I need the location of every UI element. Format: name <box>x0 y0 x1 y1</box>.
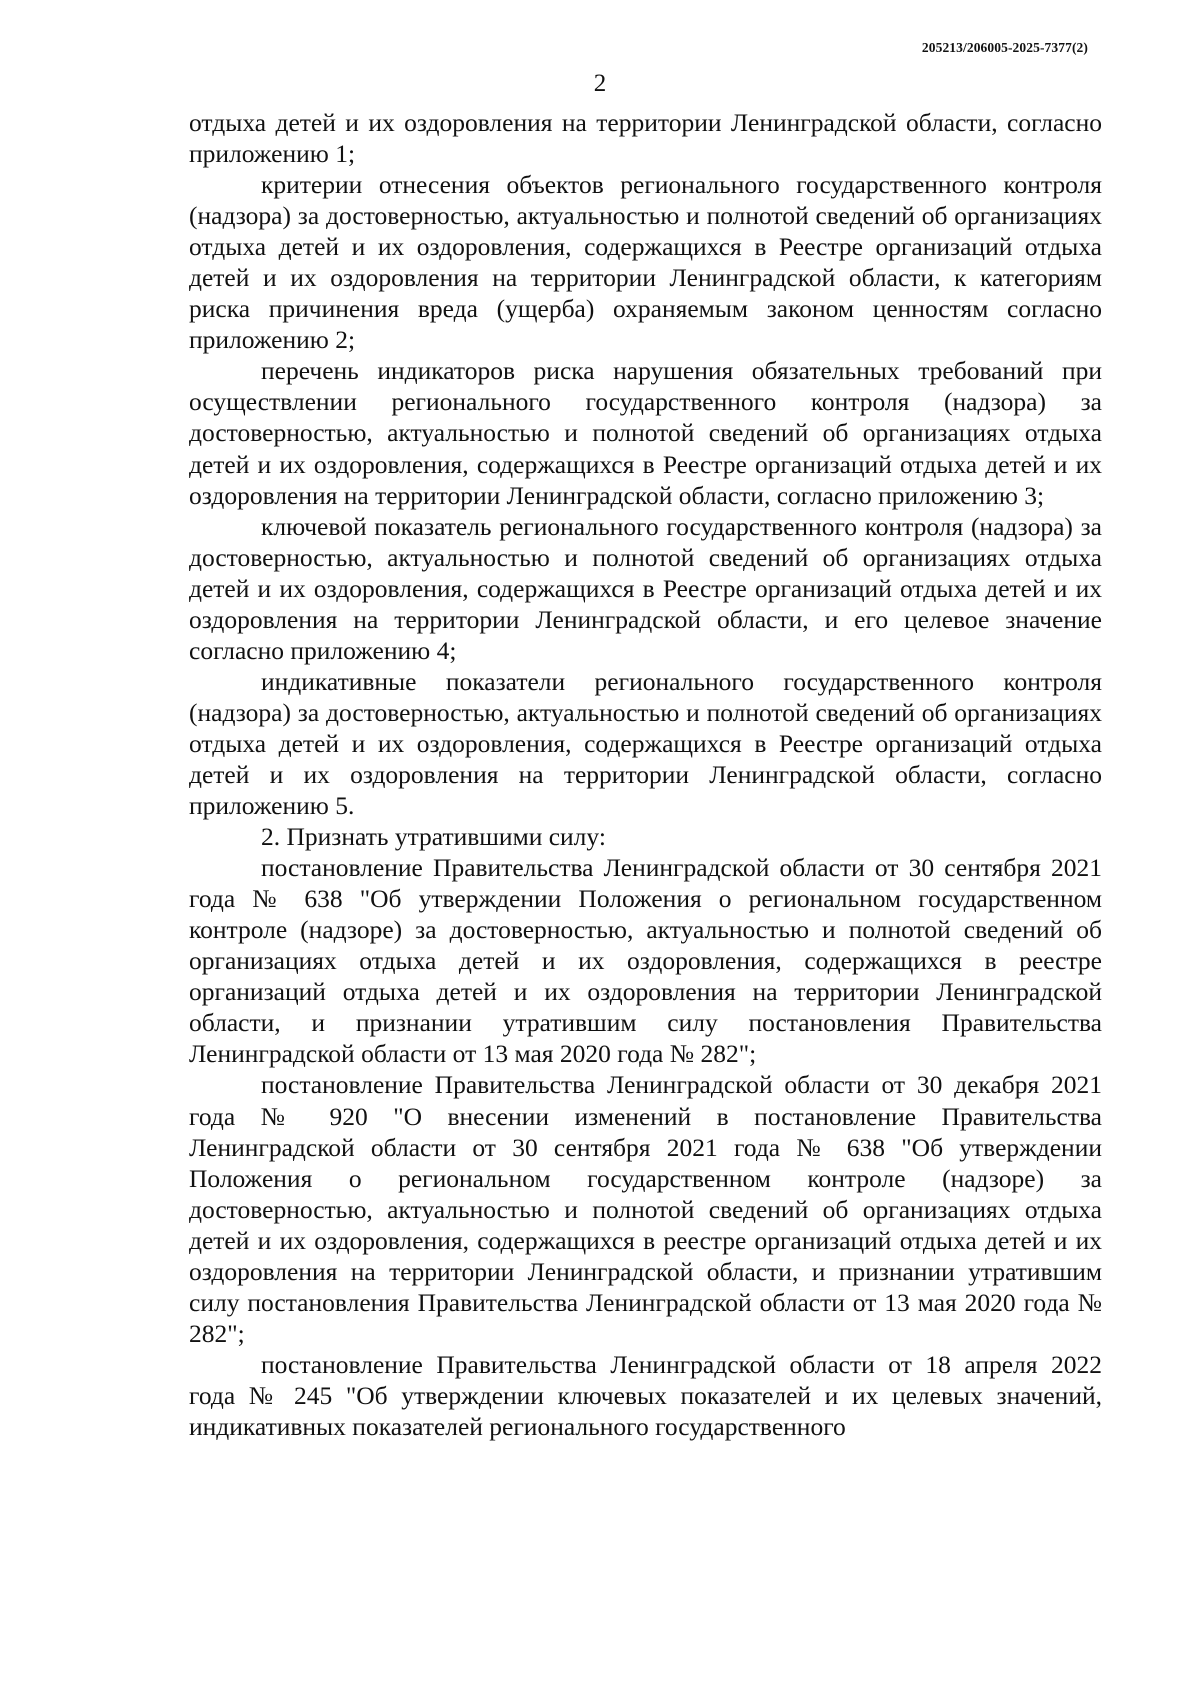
paragraph-4: ключевой показатель регионального государственного контроля (надзора) за достоверностью, актуальностью и полнотой сведений об организациях отдыха детей и их оздоровления, содержащихся в Реестре организаций отдыха детей и их оздоровления на территории Ленинградской области, и его целевое значение согласно приложению 4; <box>189 511 1102 665</box>
document-id: 205213/206005-2025-7377(2) <box>921 40 1088 55</box>
document-body <box>189 107 1102 1442</box>
paragraph-8: постановление Правительства Ленинградской области от 30 декабря 2021 года № 920 "О внесении изменений в постановление Правительства Ленинградской области от 30 сентября 2021 года № 638 "Об утверждении Положения о региональном государственном контроле (надзоре) за достоверностью, актуальностью и полнотой сведений об организациях отдыха детей и их оздоровления, содержащихся в реестре организаций отдыха детей и их оздоровления на территории Ленинградской области, и признании утратившим силу постановления Правительства Ленинградской области от 13 мая 2020 года № 282"; <box>189 1070 1102 1348</box>
paragraph-5: индикативные показатели регионального государственного контроля (надзора) за достоверностью, актуальностью и полнотой сведений об организациях отдыха детей и их оздоровления, содержащихся в Реестре организаций отдыха детей и их оздоровления на территории Ленинградской области, согласно приложению 5. <box>189 666 1102 821</box>
paragraph-3: перечень индикаторов риска нарушения обязательных требований при осуществлении регионального государственного контроля (надзора) за достоверностью, актуальностью и полнотой сведений об организациях отдыха детей и их оздоровления, содержащихся в Реестре организаций отдыха детей и их оздоровления на территории Ленинградской области, согласно приложению 3; <box>189 356 1102 510</box>
paragraph-6: 2. Признать утратившими силу: <box>261 822 606 852</box>
page-number: 2 <box>593 70 607 97</box>
paragraph-2: критерии отнесения объектов регионального государственного контроля (надзора) за достоверностью, актуальностью и полнотой сведений об организациях отдыха детей и их оздоровления, содержащихся в Реестре организаций отдыха детей и их оздоровления на территории Ленинградской области, к категориям риска причинения вреда (ущерба) охраняемым законом ценностям согласно приложению 2; <box>189 170 1102 355</box>
paragraph-1: отдыха детей и их оздоровления на территории Ленинградской области, согласно приложению 1; <box>189 108 1102 169</box>
paragraph-7: постановление Правительства Ленинградской области от 30 сентября 2021 года № 638 "Об утверждении Положения о региональном государственном контроле (надзоре) за достоверностью, актуальностью и полнотой сведений об организациях отдыха детей и их оздоровления, содержащихся в реестре организаций отдыха детей и их оздоровления на территории Ленинградской области, и признании утратившим силу постановления Правительства Ленинградской области от 13 мая 2020 года № 282"; <box>189 853 1102 1069</box>
paragraph-9: постановление Правительства Ленинградской области от 18 апреля 2022 года № 245 "Об утверждении ключевых показателей и их целевых значений, индикативных показателей регионального государственного <box>189 1349 1102 1441</box>
